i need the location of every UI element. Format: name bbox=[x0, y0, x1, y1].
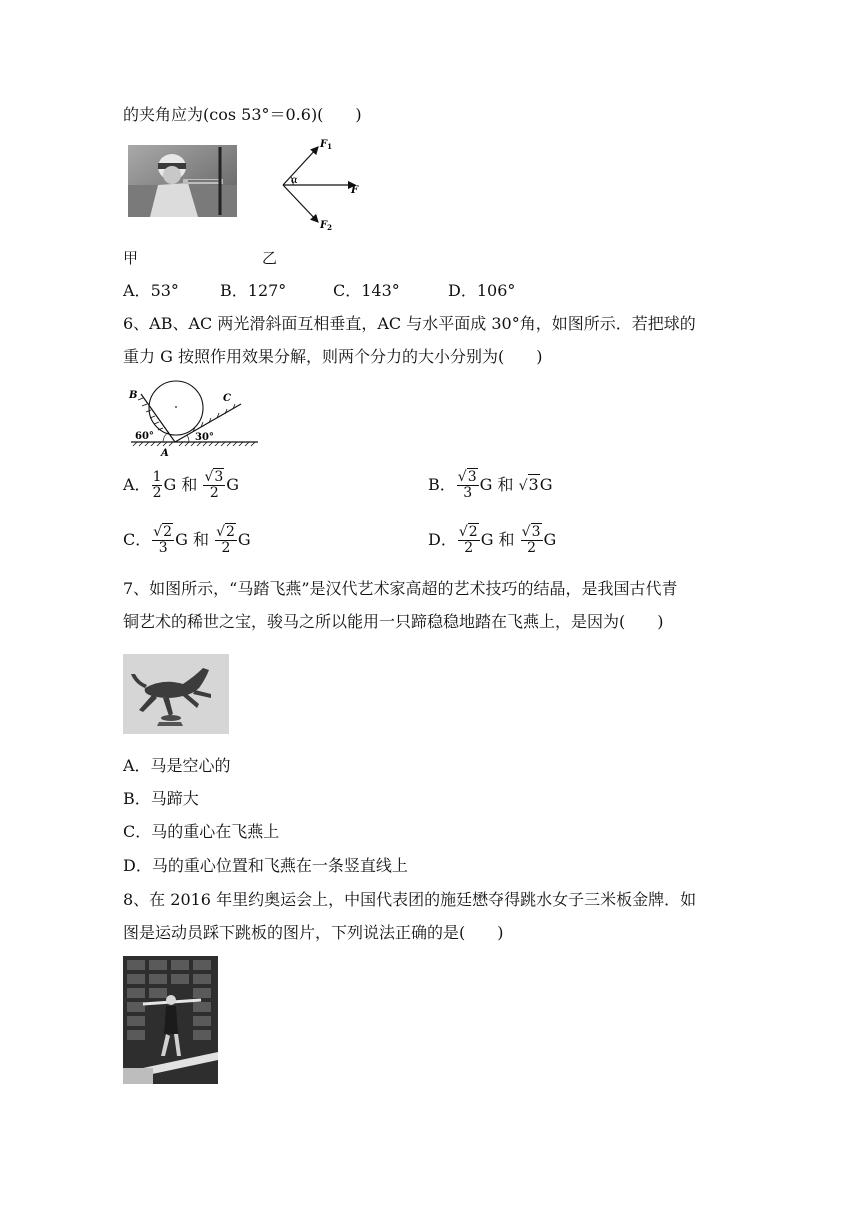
f-label: F bbox=[351, 185, 359, 196]
q5-option-b: B．127° bbox=[220, 281, 287, 300]
archer-photo bbox=[128, 145, 237, 217]
q7-option-b: B．马蹄大 bbox=[123, 789, 199, 808]
q5-option-c: C．143° bbox=[333, 281, 400, 300]
force-diagram bbox=[275, 134, 370, 234]
diver-photo bbox=[123, 956, 218, 1084]
q6-option-c: C． $\frac{√2}{3}$ G 和 $\frac{√2}{2}$ G bbox=[123, 524, 251, 556]
q7-line-2: 铜艺术的稀世之宝，骏马之所以能用一只蹄稳稳地踏在飞燕上，是因为( ) bbox=[123, 612, 664, 631]
q7-option-a: A．马是空心的 bbox=[123, 756, 231, 775]
q6-option-d: D． $\frac{√2}{2}$ G 和 $\frac{√3}{2}$ G bbox=[428, 524, 557, 556]
f1-label: $F_1$ bbox=[320, 139, 332, 151]
label-60: 60° bbox=[135, 431, 154, 442]
f2-label: $F_2$ bbox=[320, 220, 332, 232]
q5-option-a: A．53° bbox=[123, 281, 179, 300]
label-b: B bbox=[129, 390, 138, 401]
q6-option-b: B． $\frac{√3}{3}$ G 和 √3G bbox=[428, 469, 553, 501]
q8-line-1: 8、在 2016 年里约奥运会上，中国代表团的施廷懋夺得跳水女子三米板金牌．如 bbox=[123, 890, 697, 909]
q7-option-c: C．马的重心在飞燕上 bbox=[123, 822, 280, 841]
q5-stem-end: 的夹角应为(cos 53°＝0.6)( ) bbox=[123, 105, 362, 124]
q8-line-2: 图是运动员踩下跳板的图片，下列说法正确的是( ) bbox=[123, 923, 504, 942]
caption-yi: 乙 bbox=[262, 249, 278, 267]
f1-arrow bbox=[283, 147, 318, 185]
caption-jia: 甲 bbox=[123, 249, 139, 267]
bronze-horse-photo bbox=[123, 654, 229, 734]
label-c: C bbox=[223, 393, 231, 404]
label-a: A bbox=[161, 448, 169, 459]
label-30: 30° bbox=[195, 432, 214, 443]
inclined-planes-diagram bbox=[123, 380, 263, 460]
f2-arrow bbox=[283, 185, 318, 222]
q6-line-2: 重力 G 按照作用效果分解，则两个分力的大小分别为( ) bbox=[123, 347, 543, 366]
q6-option-a: A． $\frac{1}{2}$ G 和 $\frac{√3}{2}$ G bbox=[123, 469, 240, 501]
alpha-label: α bbox=[291, 175, 298, 186]
q6-line-1: 6、AB、AC 两光滑斜面互相垂直，AC 与水平面成 30°角，如图所示．若把球的 bbox=[123, 314, 696, 333]
q5-option-d: D．106° bbox=[448, 281, 516, 300]
q7-line-1: 7、如图所示，“马踏飞燕”是汉代艺术家高超的艺术技巧的结晶，是我国古代青 bbox=[123, 579, 678, 598]
q7-option-d: D．马的重心位置和飞燕在一条竖直线上 bbox=[123, 856, 408, 875]
